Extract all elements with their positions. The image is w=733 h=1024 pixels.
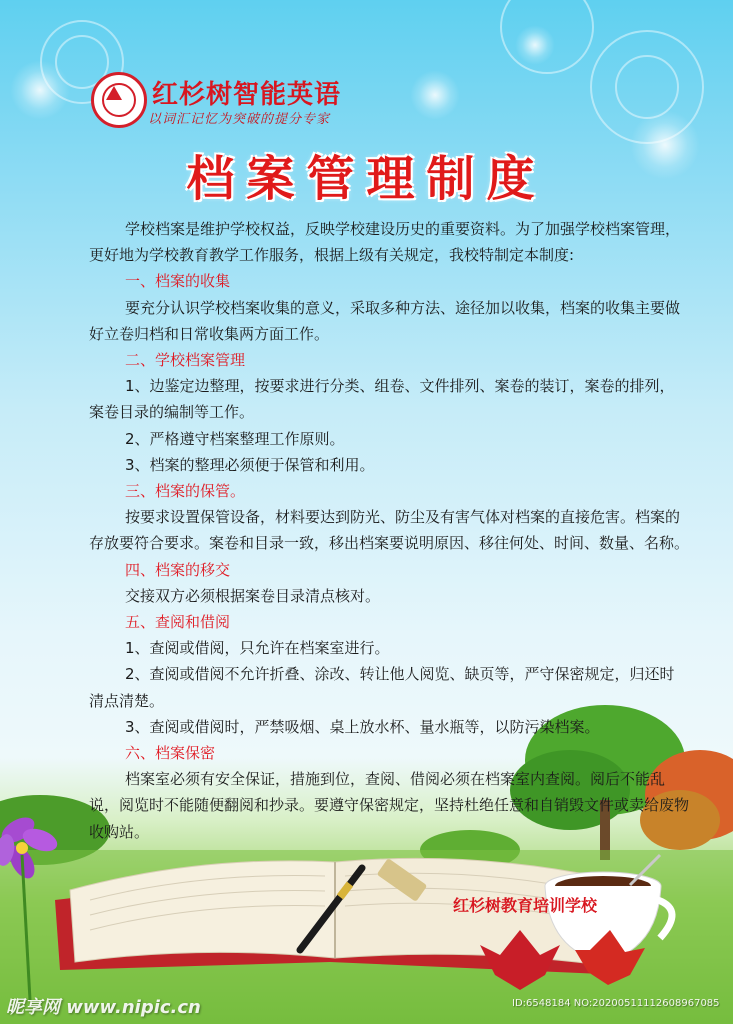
school-name: 红杉树教育培训学校 [453, 896, 598, 915]
school-logo-icon [91, 72, 147, 128]
paragraph: 交接双方必须根据案卷目录清点核对。 [125, 586, 381, 605]
light-bokeh [10, 60, 70, 120]
paragraph: 2、查阅或借阅不允许折叠、涂改、转让他人阅览、缺页等，严守保密规定，归还时清点清楚。 [89, 665, 675, 710]
paragraph: 按要求设置保管设备，材料要达到防光、防尘及有害气体对档案的直接危害。档案的存放要符合要求。案卷和目录一致，移出档案要说明原因、移往何处、时间、数量、名称。 [89, 508, 690, 553]
brand-slogan: 以词汇记忆为突破的提分专家 [148, 112, 331, 127]
paragraph: 学校档案是维护学校权益，反映学校建设历史的重要资料。为了加强学校档案管理，更好地为学校教育教学工作服务，根据上级有关规定，我校特制定本制度: [89, 220, 681, 265]
brand-name: 红杉树智能英语 [152, 80, 342, 110]
paragraph: 1、查阅或借阅，只允许在档案室进行。 [125, 639, 390, 658]
watermark-id: ID:6548184 NO:20200511112608967085 [512, 998, 720, 1009]
paragraph: 2、严格遵守档案整理工作原则。 [125, 429, 345, 448]
section-heading: 三、档案的保管。 [125, 482, 246, 501]
section-heading: 四、档案的移交 [125, 560, 231, 579]
paragraph: 档案室必须有安全保证，措施到位，查阅、借阅必须在档案室内查阅。阅后不能乱说，阅览时不能随便翻阅和抄录。要遵守保密规定，坚持杜绝任意和自销毁文件或卖给废物收购站。 [89, 770, 690, 841]
page-title: 档案管理制度 [186, 151, 547, 207]
paragraph: 要充分认识学校档案收集的意义，采取多种方法、途径加以收集，档案的收集主要做好立卷归档和日常收集两方面工作。 [89, 298, 681, 343]
section-heading: 一、档案的收集 [125, 272, 231, 291]
light-bokeh [515, 25, 555, 65]
paragraph: 3、查阅或借阅时，严禁吸烟、桌上放水杯、量水瓶等，以防污染档案。 [125, 717, 600, 736]
section-heading: 二、学校档案管理 [125, 351, 246, 370]
paragraph: 3、档案的整理必须便于保管和利用。 [125, 455, 375, 474]
light-bokeh [410, 70, 460, 120]
section-heading: 五、查阅和借阅 [125, 613, 231, 632]
watermark-site: 昵享网 www.nipic.cn [6, 997, 201, 1018]
paragraph: 1、边鉴定边整理，按要求进行分类、组卷、文件排列、案卷的装订，案卷的排列，案卷目录的编制等工作。 [89, 377, 675, 422]
section-heading: 六、档案保密 [125, 744, 216, 763]
document-body [89, 216, 689, 845]
